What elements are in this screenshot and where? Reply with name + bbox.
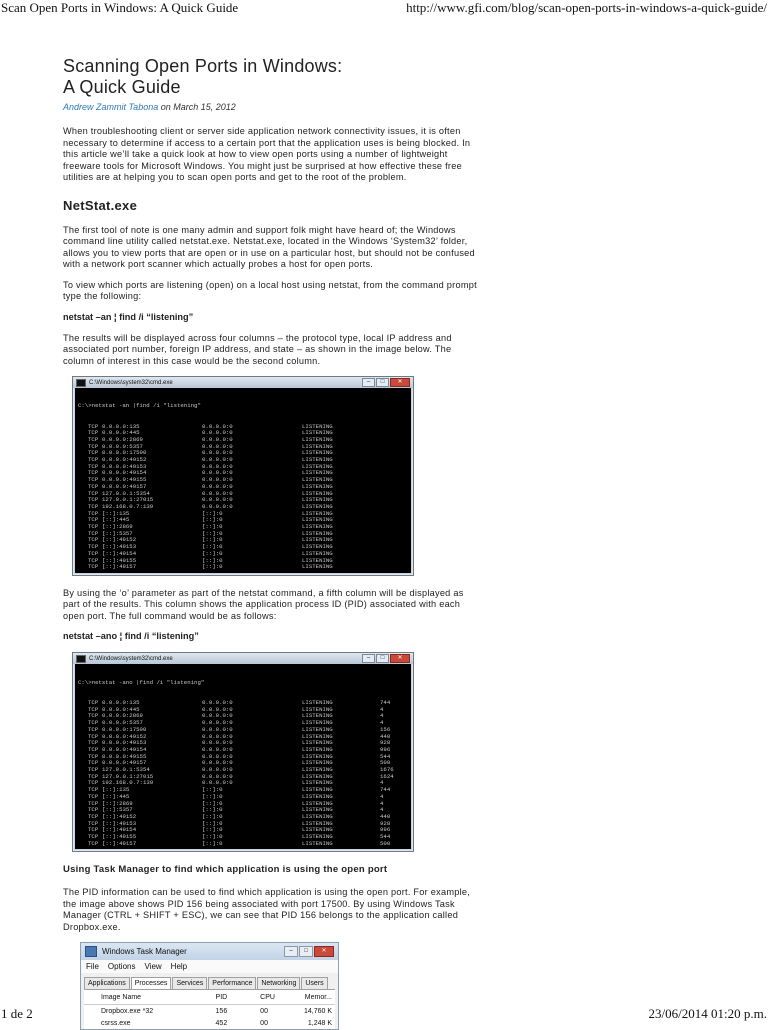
console-prompt: C:\>netstat -ano |find /i "listening": [78, 678, 205, 686]
console-cell-local-address: [::]:135: [102, 509, 130, 517]
console-cell-protocol: TCP: [88, 772, 99, 780]
window-controls: [362, 378, 410, 387]
console-cell-state: LISTENING: [302, 516, 333, 524]
console-cell-protocol: TCP: [88, 496, 99, 504]
print-timestamp: 23/06/2014 01:20 p.m.: [648, 1006, 767, 1021]
process-pid: 452: [215, 1019, 228, 1027]
console-cell-foreign-address: 0.0.0.0:0: [202, 429, 233, 437]
console-cell-local-address: 0.0.0.0:49157: [102, 482, 147, 490]
console-cell-protocol: TCP: [88, 489, 99, 497]
console-cell-protocol: TCP: [88, 759, 99, 767]
menu-view: View: [144, 962, 162, 972]
console-cell-local-address: 192.168.0.7:139: [102, 502, 154, 510]
console-cell-foreign-address: 0.0.0.0:0: [202, 456, 233, 464]
console-cell-local-address: [::]:49154: [102, 826, 137, 834]
console-cell-state: LISTENING: [302, 766, 333, 774]
taskmgr-window-icon: [85, 946, 97, 957]
section-heading-taskmgr: Using Task Manager to find which application is using the open port: [63, 864, 388, 876]
close-icon: ✕: [390, 654, 410, 663]
console-cell-protocol: TCP: [88, 719, 99, 727]
byline: [63, 102, 483, 112]
console-cell-state: LISTENING: [302, 509, 333, 517]
console-cell-protocol: TCP: [88, 705, 99, 713]
console-cell-foreign-address: [::]:0: [202, 826, 223, 834]
console-cell-state: LISTENING: [302, 819, 333, 827]
console-output: [75, 664, 411, 849]
console-cell-foreign-address: [::]:0: [202, 543, 223, 551]
paragraph-netstat-results: The results will be displayed across four columns – the protocol type, local IP address and associated port number, foreign IP address, and state – as shown in the image below. The column of interest in this case would be the second column.: [63, 332, 452, 366]
close-icon: ✕: [314, 946, 334, 957]
window-controls: [362, 654, 410, 663]
console-cell-protocol: TCP: [88, 516, 99, 524]
console-cell-local-address: [::]:135: [102, 786, 130, 794]
console-cell-foreign-address: 0.0.0.0:0: [202, 779, 233, 787]
console-cell-local-address: 0.0.0.0:5357: [102, 719, 143, 727]
console-cell-local-address: 127.0.0.1:27015: [102, 772, 154, 780]
tab-applications: Applications: [84, 977, 130, 989]
console-cell-local-address: [::]:49152: [102, 812, 137, 820]
console-cell-foreign-address: [::]:0: [202, 563, 223, 571]
cmd-window-icon: [76, 655, 86, 663]
console-cell-protocol: TCP: [88, 799, 99, 807]
console-cell-foreign-address: 0.0.0.0:0: [202, 442, 233, 450]
console-cell-local-address: 127.0.0.1:27015: [102, 496, 154, 504]
console-cell-foreign-address: 0.0.0.0:0: [202, 482, 233, 490]
console-cell-local-address: 0.0.0.0:135: [102, 422, 140, 430]
console-titlebar: [73, 377, 413, 388]
console-cell-foreign-address: 0.0.0.0:0: [202, 705, 233, 713]
console-cell-state: LISTENING: [302, 759, 333, 767]
console-cell-state: LISTENING: [302, 549, 333, 557]
console-cell-state: LISTENING: [302, 786, 333, 794]
console-cell-protocol: TCP: [88, 752, 99, 760]
console-cell-protocol: TCP: [88, 563, 99, 571]
console-cell-state: LISTENING: [302, 833, 333, 841]
console-cell-protocol: TCP: [88, 779, 99, 787]
console-prompt: C:\>netstat -an |find /i "listening": [78, 402, 201, 410]
console-cell-state: LISTENING: [302, 496, 333, 504]
console-cell-protocol: TCP: [88, 536, 99, 544]
console-cell-foreign-address: [::]:0: [202, 516, 223, 524]
console-cell-foreign-address: 0.0.0.0:0: [202, 759, 233, 767]
console-cell-foreign-address: 0.0.0.0:0: [202, 772, 233, 780]
console-row: [78, 841, 408, 848]
console-cell-protocol: TCP: [88, 712, 99, 720]
console-cell-state: LISTENING: [302, 476, 333, 484]
console-cell-protocol: TCP: [88, 812, 99, 820]
console-cell-state: LISTENING: [302, 469, 333, 477]
console-cell-protocol: TCP: [88, 766, 99, 774]
console-titlebar: [73, 653, 413, 664]
console-title: C:\Windows\system32\cmd.exe: [89, 379, 173, 386]
console-cell-foreign-address: [::]:0: [202, 786, 223, 794]
console-cell-local-address: [::]:49157: [102, 839, 137, 847]
console-cell-local-address: 0.0.0.0:17500: [102, 449, 147, 457]
maximize-icon: □: [376, 654, 389, 663]
console-cell-pid: 1676: [380, 766, 394, 774]
console-cell-protocol: TCP: [88, 462, 99, 470]
console-screenshot-1: [72, 376, 414, 576]
print-header: [0, 0, 768, 16]
article-title-line1: Scanning Open Ports in Windows:: [63, 56, 343, 76]
console-cell-foreign-address: 0.0.0.0:0: [202, 725, 233, 733]
tab-processes: Processes: [131, 977, 172, 989]
console-cell-protocol: TCP: [88, 745, 99, 753]
console-cell-protocol: TCP: [88, 786, 99, 794]
console-cell-local-address: 0.0.0.0:135: [102, 699, 140, 706]
console-cell-state: LISTENING: [302, 779, 333, 787]
console-cell-local-address: [::]:445: [102, 792, 130, 800]
console-cell-state: LISTENING: [302, 435, 333, 443]
minimize-icon: –: [362, 654, 375, 663]
console-cell-foreign-address: 0.0.0.0:0: [202, 766, 233, 774]
console-cell-state: LISTENING: [302, 719, 333, 727]
console-cell-local-address: 0.0.0.0:445: [102, 429, 140, 437]
console-cell-foreign-address: [::]:0: [202, 819, 223, 827]
console-cell-pid: 440: [380, 812, 391, 820]
console-cell-pid: 4: [380, 799, 384, 807]
column-pid: PID: [215, 993, 228, 1001]
console-cell-state: LISTENING: [302, 442, 333, 450]
console-cell-local-address: 0.0.0.0:2869: [102, 435, 143, 443]
console-cell-local-address: 192.168.0.7:139: [102, 779, 154, 787]
print-footer: [0, 1006, 768, 1022]
console-cell-local-address: [::]:5357: [102, 806, 133, 814]
minimize-icon: –: [284, 946, 298, 957]
taskmgr-menubar: [81, 960, 338, 973]
console-cell-foreign-address: 0.0.0.0:0: [202, 745, 233, 753]
console-cell-local-address: [::]:2869: [102, 523, 133, 531]
console-cell-state: LISTENING: [302, 792, 333, 800]
console-cell-state: LISTENING: [302, 529, 333, 537]
section-heading-netstat: NetStat.exe: [63, 197, 138, 213]
cmd-window-icon: [76, 379, 86, 387]
process-table-header: [84, 990, 335, 1005]
close-icon: ✕: [390, 378, 410, 387]
console-cell-foreign-address: 0.0.0.0:0: [202, 449, 233, 457]
console-cell-foreign-address: 0.0.0.0:0: [202, 699, 233, 706]
console-cell-state: LISTENING: [302, 725, 333, 733]
maximize-icon: □: [376, 378, 389, 387]
console-cell-protocol: TCP: [88, 806, 99, 814]
console-cell-foreign-address: 0.0.0.0:0: [202, 732, 233, 740]
console-cell-foreign-address: [::]:0: [202, 523, 223, 531]
paragraph-o-parameter: By using the ‘o’ parameter as part of the netstat command, a fifth column will be displayed as part of the results. This column shows the application process ID (PID) associated with each open port. The full command would be as follows:: [63, 587, 464, 621]
article: [63, 56, 483, 1030]
console-cell-local-address: [::]:445: [102, 516, 130, 524]
console-cell-foreign-address: [::]:0: [202, 833, 223, 841]
menu-help: Help: [170, 962, 188, 972]
console-cell-state: LISTENING: [302, 482, 333, 490]
console-cell-state: LISTENING: [302, 563, 333, 571]
console-cell-protocol: TCP: [88, 839, 99, 847]
console-cell-local-address: 0.0.0.0:49153: [102, 739, 147, 747]
console-cell-foreign-address: [::]:0: [202, 529, 223, 537]
console-cell-pid: 928: [380, 739, 391, 747]
console-cell-local-address: 0.0.0.0:2869: [102, 712, 143, 720]
console-cell-state: LISTENING: [302, 826, 333, 834]
command-netstat-an: netstat –an ¦ find /i “listening”: [63, 311, 194, 322]
console-cell-pid: 744: [380, 699, 391, 706]
column-cpu: CPU: [260, 993, 275, 1001]
post-date: on March 15, 2012: [160, 102, 236, 112]
console-cell-pid: 500: [380, 759, 391, 767]
console-cell-local-address: 127.0.0.1:5354: [102, 489, 150, 497]
console-cell-state: LISTENING: [302, 523, 333, 531]
console-cell-local-address: [::]:5357: [102, 529, 133, 537]
console-cell-local-address: 0.0.0.0:445: [102, 705, 140, 713]
console-cell-state: LISTENING: [302, 839, 333, 847]
console-cell-pid: 4: [380, 806, 384, 814]
console-cell-protocol: TCP: [88, 435, 99, 443]
console-cell-protocol: TCP: [88, 529, 99, 537]
console-cell-pid: 156: [380, 725, 391, 733]
console-cell-protocol: TCP: [88, 442, 99, 450]
console-cell-state: LISTENING: [302, 772, 333, 780]
console-cell-local-address: [::]:49155: [102, 833, 137, 841]
paragraph-pid: The PID information can be used to find which application is using the open port. For example, the image above shows PID 156 being associated with port 17500. By using Windows Task Manager (CTRL + SHIFT + ESC), we can see that PID 156 belongs to the application called Dropbox.exe.: [63, 887, 471, 932]
console-cell-foreign-address: [::]:0: [202, 536, 223, 544]
process-name: Dropbox.exe *32: [101, 1007, 154, 1015]
console-cell-foreign-address: [::]:0: [202, 799, 223, 807]
console-cell-local-address: 0.0.0.0:49152: [102, 456, 147, 464]
console-cell-foreign-address: 0.0.0.0:0: [202, 469, 233, 477]
console-cell-foreign-address: 0.0.0.0:0: [202, 489, 233, 497]
process-pid: 156: [215, 1007, 228, 1015]
console-cell-local-address: 0.0.0.0:49155: [102, 752, 147, 760]
console-cell-protocol: TCP: [88, 833, 99, 841]
console-cell-foreign-address: 0.0.0.0:0: [202, 502, 233, 510]
console-cell-pid: 4: [380, 779, 384, 787]
console-cell-local-address: 127.0.0.1:5354: [102, 766, 150, 774]
process-memory: 1,248 K: [307, 1019, 332, 1027]
tab-services: Services: [172, 977, 207, 989]
console-cell-local-address: 0.0.0.0:49155: [102, 476, 147, 484]
console-cell-foreign-address: [::]:0: [202, 556, 223, 564]
console-cell-pid: 4: [380, 719, 384, 727]
console-cell-foreign-address: 0.0.0.0:0: [202, 739, 233, 747]
console-cell-foreign-address: [::]:0: [202, 549, 223, 557]
article-title-line2: A Quick Guide: [63, 77, 181, 97]
print-url[interactable]: http://www.gfi.com/blog/scan-open-ports-in-windows-a-quick-guide/: [406, 0, 767, 15]
console-cell-state: LISTENING: [302, 543, 333, 551]
console-cell-protocol: TCP: [88, 476, 99, 484]
console-cell-local-address: [::]:49153: [102, 819, 137, 827]
console-cell-pid: 996: [380, 745, 391, 753]
command-netstat-ano: netstat –ano ¦ find /i “listening”: [63, 631, 199, 642]
console-cell-foreign-address: [::]:0: [202, 812, 223, 820]
console-cell-foreign-address: 0.0.0.0:0: [202, 435, 233, 443]
console-cell-foreign-address: [::]:0: [202, 509, 223, 517]
console-cell-pid: 996: [380, 826, 391, 834]
console-cell-state: LISTENING: [302, 429, 333, 437]
console-cell-local-address: 0.0.0.0:49154: [102, 745, 147, 753]
console-cell-protocol: TCP: [88, 523, 99, 531]
console-cell-protocol: TCP: [88, 422, 99, 430]
console-cell-state: LISTENING: [302, 812, 333, 820]
console-cell-foreign-address: [::]:0: [202, 839, 223, 847]
console-cell-state: LISTENING: [302, 556, 333, 564]
tab-performance: Performance: [208, 977, 256, 989]
tab-users: Users: [301, 977, 327, 989]
console-output: [75, 388, 411, 573]
author-link[interactable]: Andrew Zammit Tabona: [63, 102, 159, 112]
minimize-icon: –: [362, 378, 375, 387]
taskmgr-titlebar: [81, 943, 338, 960]
console-cell-pid: 1624: [380, 772, 394, 780]
console-cell-pid: 440: [380, 732, 391, 740]
console-cell-state: LISTENING: [302, 502, 333, 510]
column-memory: Memor...: [304, 993, 332, 1001]
console-cell-foreign-address: 0.0.0.0:0: [202, 422, 233, 430]
taskmgr-tabs: [81, 973, 338, 989]
console-cell-foreign-address: 0.0.0.0:0: [202, 752, 233, 760]
console-cell-protocol: TCP: [88, 819, 99, 827]
console-cell-state: LISTENING: [302, 799, 333, 807]
column-image-name: Image Name: [101, 993, 142, 1001]
console-cell-state: LISTENING: [302, 699, 333, 706]
console-cell-pid: 744: [380, 786, 391, 794]
console-cell-protocol: TCP: [88, 502, 99, 510]
console-cell-state: LISTENING: [302, 745, 333, 753]
intro-paragraph: When troubleshooting client or server side application network connectivity issues, it is often necessary to determine if access to a certain port that the application uses is being blocked. In this article we’ll take a quick look at how to view open ports using a number of lightweight freeware tools for Microsoft Windows. You might just be surprised at how effective these free utilities are at helping you to scan open ports and get to the root of the problem.: [63, 126, 471, 182]
console-cell-pid: 4: [380, 705, 384, 713]
tab-networking: Networking: [257, 977, 300, 989]
taskmgr-title: Windows Task Manager: [102, 947, 187, 957]
console-cell-protocol: TCP: [88, 509, 99, 517]
console-cell-foreign-address: 0.0.0.0:0: [202, 719, 233, 727]
console-cell-foreign-address: 0.0.0.0:0: [202, 476, 233, 484]
menu-file: File: [86, 962, 99, 972]
console-cell-state: LISTENING: [302, 456, 333, 464]
print-page-title: Scan Open Ports in Windows: A Quick Guide: [1, 0, 239, 15]
console-title: C:\Windows\system32\cmd.exe: [89, 655, 173, 662]
console-cell-local-address: 0.0.0.0:17500: [102, 725, 147, 733]
console-cell-protocol: TCP: [88, 456, 99, 464]
console-cell-local-address: 0.0.0.0:49153: [102, 462, 147, 470]
console-cell-local-address: [::]:49154: [102, 549, 137, 557]
console-cell-local-address: 0.0.0.0:49157: [102, 759, 147, 767]
console-cell-state: LISTENING: [302, 806, 333, 814]
console-cell-local-address: [::]:2869: [102, 799, 133, 807]
console-cell-protocol: TCP: [88, 792, 99, 800]
console-cell-local-address: [::]:49157: [102, 563, 137, 571]
console-cell-local-address: 0.0.0.0:49154: [102, 469, 147, 477]
console-cell-state: LISTENING: [302, 705, 333, 713]
menu-options: Options: [107, 962, 136, 972]
console-cell-pid: 544: [380, 833, 391, 841]
console-cell-protocol: TCP: [88, 543, 99, 551]
print-page-count: 1 de 2: [1, 1006, 33, 1021]
console-cell-protocol: TCP: [88, 469, 99, 477]
console-cell-pid: 544: [380, 752, 391, 760]
maximize-icon: □: [299, 946, 313, 957]
console-cell-state: LISTENING: [302, 732, 333, 740]
console-cell-protocol: TCP: [88, 549, 99, 557]
console-cell-foreign-address: 0.0.0.0:0: [202, 712, 233, 720]
console-cell-foreign-address: [::]:0: [202, 806, 223, 814]
console-cell-protocol: TCP: [88, 482, 99, 490]
console-cell-local-address: [::]:49152: [102, 536, 137, 544]
console-cell-protocol: TCP: [88, 732, 99, 740]
console-cell-local-address: 0.0.0.0:49152: [102, 732, 147, 740]
console-cell-pid: 928: [380, 819, 391, 827]
console-cell-foreign-address: 0.0.0.0:0: [202, 496, 233, 504]
console-row: [78, 564, 408, 571]
console-cell-protocol: TCP: [88, 449, 99, 457]
console-cell-state: LISTENING: [302, 536, 333, 544]
console-cell-protocol: TCP: [88, 556, 99, 564]
console-cell-state: LISTENING: [302, 489, 333, 497]
console-cell-state: LISTENING: [302, 739, 333, 747]
process-cpu: 00: [260, 1019, 268, 1027]
console-cell-state: LISTENING: [302, 422, 333, 430]
console-cell-protocol: TCP: [88, 739, 99, 747]
console-cell-state: LISTENING: [302, 462, 333, 470]
process-name: csrss.exe: [101, 1019, 131, 1027]
console-cell-local-address: [::]:49155: [102, 556, 137, 564]
article-title: [63, 56, 483, 98]
process-memory: 14,760 K: [303, 1007, 332, 1015]
console-cell-state: LISTENING: [302, 752, 333, 760]
console-cell-protocol: TCP: [88, 699, 99, 706]
paragraph-netstat-intro: The first tool of note is one many admin and support folk might have heard of; the Windows command line utility called netstat.exe. Netstat.exe, located in the Windows ‘System32’ folder, allows you to view ports that are open or in use on a particular host, but should not be confused with a network port scanner which actually probes a host for open ports.: [63, 224, 475, 269]
console-cell-pid: 4: [380, 712, 384, 720]
process-cpu: 00: [260, 1007, 268, 1015]
console-cell-local-address: [::]:49153: [102, 543, 137, 551]
console-cell-local-address: 0.0.0.0:5357: [102, 442, 143, 450]
console-cell-protocol: TCP: [88, 826, 99, 834]
console-cell-protocol: TCP: [88, 725, 99, 733]
console-cell-foreign-address: 0.0.0.0:0: [202, 462, 233, 470]
console-screenshot-2: [72, 652, 414, 852]
console-cell-protocol: TCP: [88, 429, 99, 437]
console-cell-foreign-address: [::]:0: [202, 792, 223, 800]
console-cell-state: LISTENING: [302, 712, 333, 720]
console-cell-pid: 4: [380, 792, 384, 800]
console-cell-state: LISTENING: [302, 449, 333, 457]
paragraph-netstat-howto: To view which ports are listening (open) on a local host using netstat, from the command prompt type the following:: [63, 279, 477, 301]
console-cell-pid: 500: [380, 839, 391, 847]
